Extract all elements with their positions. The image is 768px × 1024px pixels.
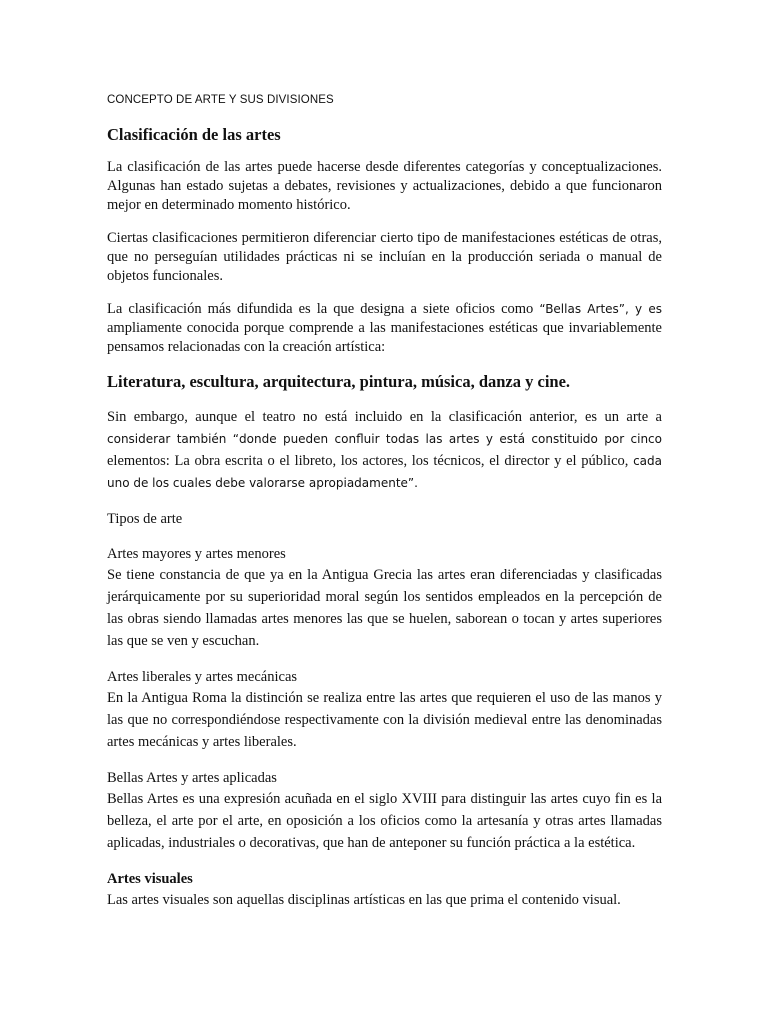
section-heading: Artes visuales [107, 871, 193, 887]
paragraph-1: La clasificación de las artes puede hacerse desde diferentes categorías y conceptualizaciones. Algunas han estado sujetas a debates, revisiones y actualizaciones, debido a que funcionaron mejor en determinado momento histórico. [107, 159, 662, 213]
section-title: Clasificación de las artes [107, 125, 281, 144]
paragraph-4-quote-1: considerar también “donde pueden confluir todas las artes y está constituido por cinco [107, 432, 662, 446]
section-heading: Artes mayores y artes menores [107, 546, 286, 562]
section-heading: Bellas Artes y artes aplicadas [107, 770, 277, 786]
paragraph-4-quote-2: cada uno de los cuales debe valorarse apropiadamente”. [107, 454, 662, 490]
section-artes-mayores [107, 545, 662, 652]
paragraph-3-start: La clasificación más difundida es la que designa a siete oficios como [107, 301, 540, 317]
arts-list: Literatura, escultura, arquitectura, pintura, música, danza y cine. [107, 372, 571, 391]
paragraph-3 [107, 300, 662, 357]
paragraph-3-quote: “Bellas Artes”, y es [539, 302, 662, 316]
section-heading: Artes liberales y artes mecánicas [107, 669, 298, 685]
section-body: En la Antigua Roma la distinción se realiza entre las artes que requieren el uso de las manos y las que no correspondiéndose respectivamente con la división medieval entre las denominadas artes mecánicas y artes liberales. [107, 690, 662, 750]
paragraph-4-mid: elementos: La obra escrita o el libreto, los actores, los técnicos, el director y el público, [107, 453, 634, 469]
section-bellas-artes [107, 769, 662, 854]
paragraph-3-end: ampliamente conocida porque comprende a las manifestaciones estéticas que invariablemente pensamos relacionadas con la creación artística: [107, 320, 662, 355]
section-body: Bellas Artes es una expresión acuñada en el siglo XVIII para distinguir las artes cuyo fin es la belleza, el arte por el arte, en oposición a los oficios como la artesanía y otras artes llamadas aplicadas, industriales o decorativas, que han de anteponer su función práctica a la estética. [107, 791, 662, 851]
paragraph-4-start: Sin embargo, aunque el teatro no está incluido en la clasificación anterior, es un arte a [107, 409, 662, 425]
section-body: Se tiene constancia de que ya en la Antigua Grecia las artes eran diferenciadas y clasificadas jerárquicamente por su superioridad moral según los sentidos empleados en la percepción de las obras siendo llamadas artes menores las que se huelen, saborean o tocan y artes superiores las que se ven y escuchan. [107, 567, 662, 649]
paragraph-2: Ciertas clasificaciones permitieron diferenciar cierto tipo de manifestaciones estéticas de otras, que no perseguían utilidades prácticas ni se incluían en la producción seriada o manual de objetos funcionales. [107, 230, 662, 284]
types-heading: Tipos de arte [107, 511, 183, 527]
paragraph-4 [107, 406, 662, 494]
document-page [107, 92, 662, 911]
section-body: Las artes visuales son aquellas disciplinas artísticas en las que prima el contenido visual. [107, 892, 621, 908]
section-artes-visuales [107, 870, 662, 911]
document-main-heading: CONCEPTO DE ARTE Y SUS DIVISIONES [107, 94, 334, 106]
section-artes-liberales [107, 668, 662, 753]
